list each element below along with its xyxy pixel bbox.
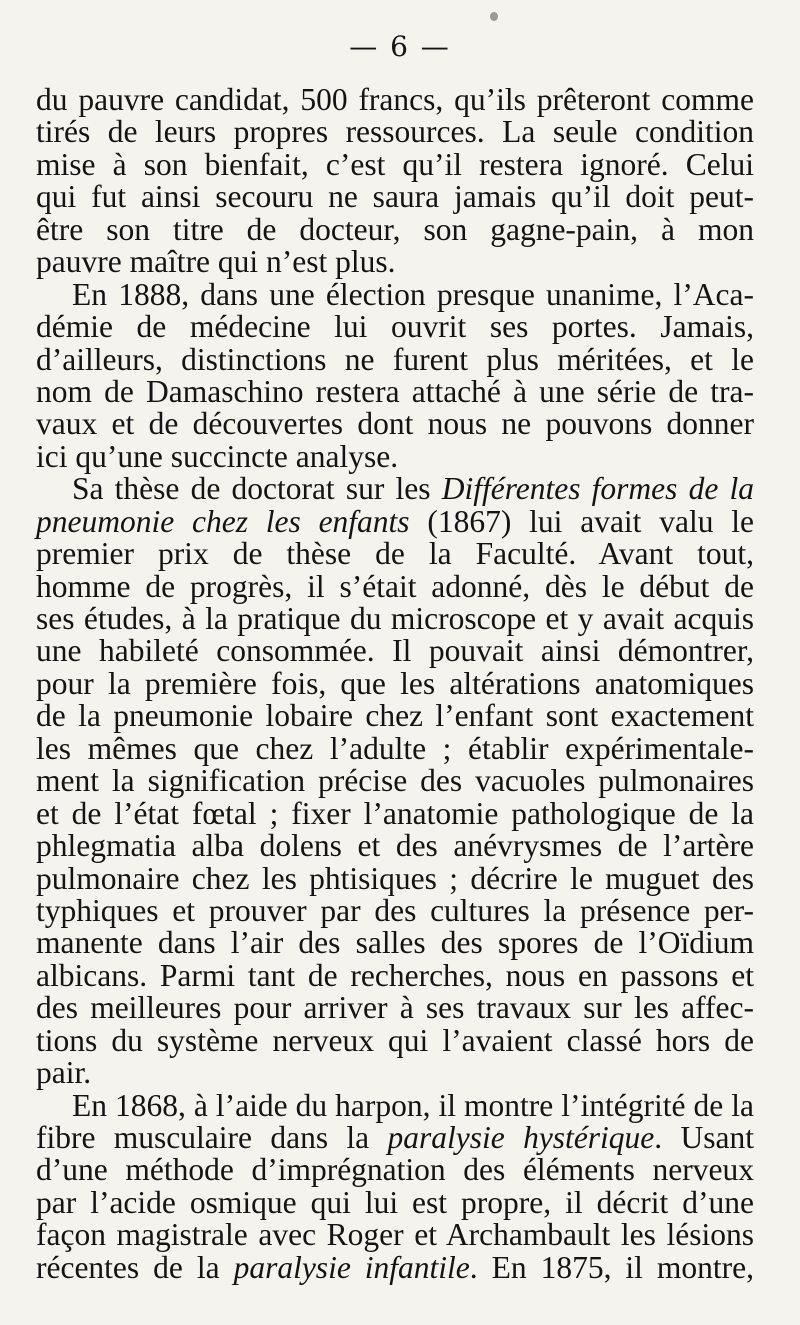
italic-term: paralysie infantile bbox=[233, 1249, 470, 1285]
text-line: En 1868, à l’aide du harpon, il montre l’intégrité de la bbox=[72, 1087, 754, 1123]
text-line: d’ailleurs, distinctions ne furent plus méritées, et le bbox=[36, 341, 754, 377]
ink-speck bbox=[490, 12, 498, 21]
text-line: être son titre de docteur, son gagne-pain, à mon bbox=[36, 211, 754, 247]
text-line: ses études, à la pratique du microscope et y avait acquis bbox=[36, 601, 754, 636]
text-line: une habileté consommée. Il pouvait ainsi démontrer, bbox=[36, 633, 754, 669]
italic-term: paralysie hystérique bbox=[387, 1120, 655, 1155]
text-line: d’une méthode d’imprégnation des éléments nerveux bbox=[36, 1152, 754, 1188]
text-line: démie de médecine lui ouvrit ses portes. Jamais, bbox=[36, 309, 754, 345]
text-run: (1867) lui avait valu le bbox=[409, 503, 754, 539]
text-line: des meilleures pour arriver à ses travaux sur les affec- bbox=[36, 990, 754, 1026]
text-line bbox=[36, 1122, 754, 1154]
text-line: pair. bbox=[36, 1055, 92, 1091]
text-line bbox=[36, 1249, 754, 1285]
text-run: Sa thèse de doctorat sur les bbox=[72, 471, 442, 507]
text-line: les mêmes que chez l’adulte ; établir expérimentale- bbox=[36, 730, 754, 766]
text-line: premier prix de thèse de la Faculté. Avant tout, bbox=[36, 536, 754, 572]
text-run: fibre musculaire dans la bbox=[36, 1120, 388, 1155]
text-line: pauvre maître qui n’est plus. bbox=[36, 244, 396, 280]
text-line: pour la première fois, que les altérations anatomiques bbox=[36, 665, 754, 701]
text-line: En 1888, dans une élection presque unanime, l’Aca- bbox=[72, 276, 754, 312]
text-line: vaux et de découvertes dont nous ne pouvons donner bbox=[36, 406, 754, 442]
text-line: ici qu’une succincte analyse. bbox=[36, 438, 399, 474]
text-line: homme de progrès, il s’était adonné, dès le début de bbox=[36, 568, 754, 604]
text-line: albicans. Parmi tant de recherches, nous en passons et bbox=[36, 957, 754, 993]
italic-title: Différentes formes de la bbox=[441, 471, 755, 507]
text-line: mise à son bienfait, c’est qu’il restera ignoré. Celui bbox=[36, 146, 754, 182]
italic-title: pneumonie chez les enfants bbox=[36, 503, 410, 539]
body-text bbox=[36, 84, 754, 1284]
text-line bbox=[36, 503, 754, 539]
text-line: façon magistrale avec Roger et Archambault les lésions bbox=[36, 1217, 754, 1253]
text-line: ment la signification précise des vacuoles pulmonaires bbox=[36, 763, 754, 799]
text-line: pulmonaire chez les phtisiques ; décrire le muguet des bbox=[36, 860, 754, 896]
text-line: tirés de leurs propres ressources. La seule condition bbox=[36, 114, 754, 150]
text-line: tions du système nerveux qui l’avaient classé hors de bbox=[36, 1022, 754, 1058]
text-line: qui fut ainsi secouru ne saura jamais qu’il doit peut- bbox=[36, 179, 754, 215]
text-line: typhiques et prouver par des cultures la présence per- bbox=[36, 892, 754, 928]
text-line: de la pneumonie lobaire chez l’enfant sont exactement bbox=[36, 698, 754, 734]
text-line: manente dans l’air des salles des spores de l’Oïdium bbox=[36, 925, 754, 961]
text-line: et de l’état fœtal ; fixer l’anatomie pathologique de la bbox=[36, 795, 754, 831]
page-number: — 6 — bbox=[349, 30, 451, 63]
text-line: phlegmatia alba dolens et des anévrysmes de l’artère bbox=[36, 828, 754, 864]
text-run: récentes de la bbox=[36, 1249, 234, 1285]
text-line bbox=[36, 473, 754, 505]
text-run: . Usant bbox=[654, 1120, 755, 1155]
text-line: du pauvre candidat, 500 francs, qu’ils prêteront comme bbox=[36, 82, 754, 117]
text-line: par l’acide osmique qui lui est propre, il décrit d’une bbox=[36, 1184, 754, 1220]
text-line: nom de Damaschino restera attaché à une série de tra- bbox=[36, 373, 754, 409]
text-run: . En 1875, il montre, bbox=[469, 1249, 754, 1285]
